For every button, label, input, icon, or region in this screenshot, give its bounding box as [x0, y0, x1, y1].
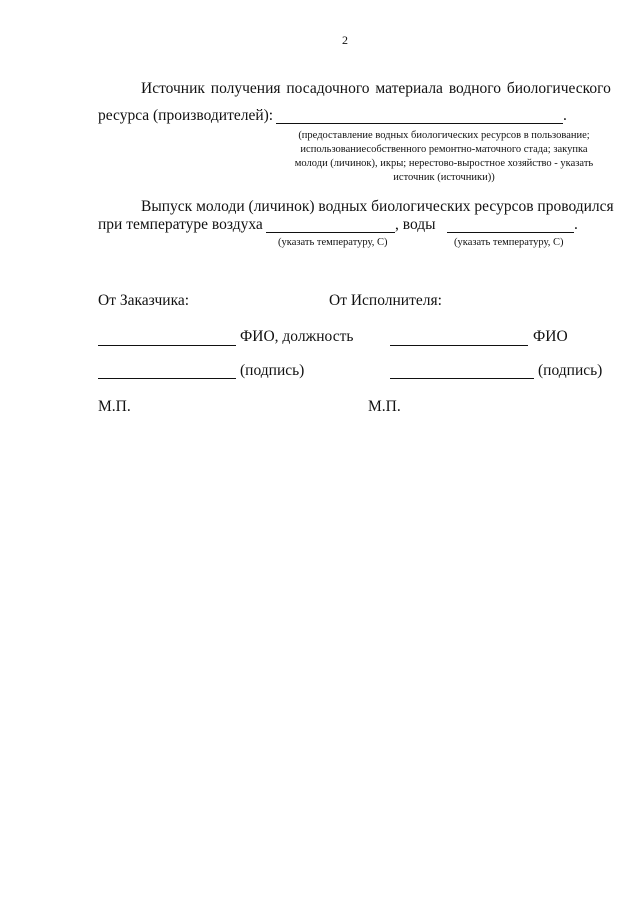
customer-signature-blank-line[interactable] — [98, 378, 236, 379]
source-note: (предоставление водных биологических ресурсов в пользование; использованиесобственного ремонтно-маточного стада; закупка молоди (личинок), икры; нерестово-выростное хозяйство - указать источник (источники)) — [294, 130, 594, 183]
page-number: 2 — [342, 33, 348, 47]
water-label: , воды — [395, 216, 436, 233]
contractor-signature-label: (подпись) — [538, 362, 603, 379]
release-line-2-end: . — [574, 216, 578, 233]
contractor-heading: От Исполнителя: — [329, 292, 442, 309]
source-line-2-end: . — [563, 107, 567, 124]
water-temperature-note: (указать температуру, С) — [454, 237, 564, 248]
release-line-1: Выпуск молоди (личинок) водных биологических ресурсов проводился — [141, 198, 614, 215]
air-temperature-note: (указать температуру, С) — [278, 237, 388, 248]
contractor-signature-blank-line[interactable] — [390, 378, 534, 379]
contractor-name-label: ФИО — [533, 328, 568, 345]
customer-heading: От Заказчика: — [98, 292, 190, 309]
contractor-name-blank-line[interactable] — [390, 345, 528, 346]
contractor-stamp: М.П. — [368, 398, 401, 415]
release-line-2-label: при температуре воздуха — [98, 216, 263, 233]
customer-name-blank-line[interactable] — [98, 345, 236, 346]
source-line-1: Источник получения посадочного материала водного биологического — [141, 80, 611, 97]
customer-name-label: ФИО, должность — [240, 328, 354, 345]
source-line-2-label: ресурса (производителей): — [98, 107, 274, 124]
customer-signature-label: (подпись) — [240, 362, 305, 379]
customer-stamp: М.П. — [98, 398, 131, 415]
water-temperature-blank-line[interactable] — [447, 232, 574, 233]
air-temperature-blank-line[interactable] — [266, 232, 395, 233]
source-blank-line[interactable] — [276, 123, 563, 124]
